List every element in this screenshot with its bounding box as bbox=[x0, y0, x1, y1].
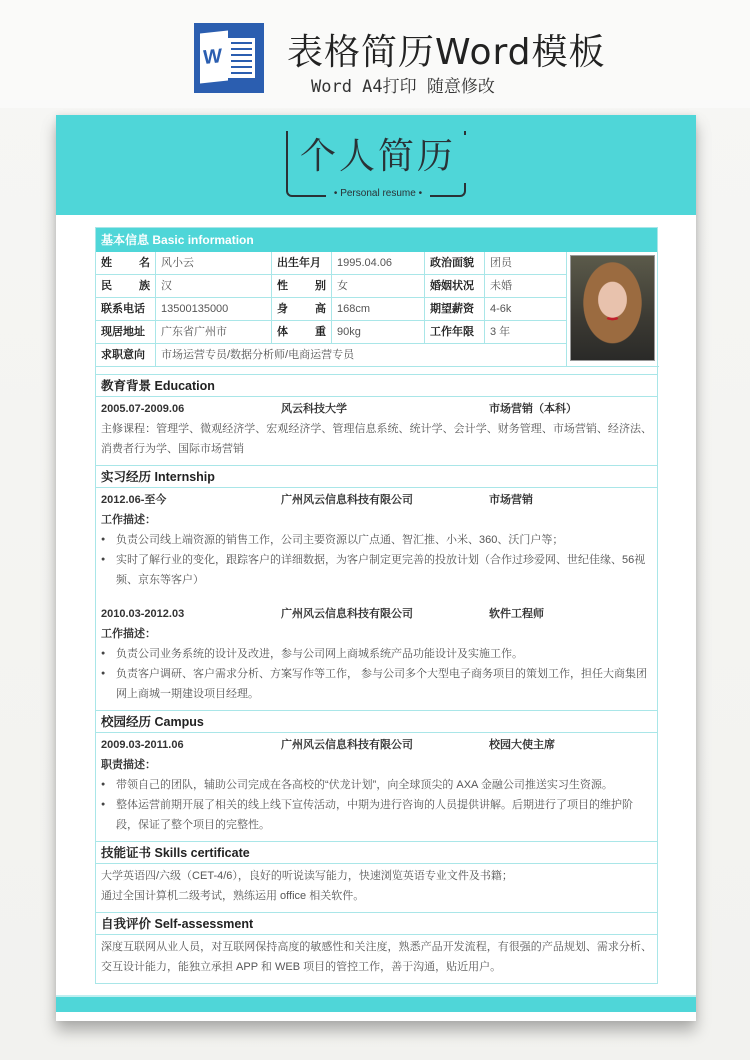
value-phone[interactable]: 13500135000 bbox=[156, 298, 272, 321]
basic-info-heading: 基本信息 Basic information bbox=[96, 228, 657, 252]
education-school[interactable]: 风云科技大学 bbox=[281, 403, 347, 415]
value-ethnicity[interactable]: 汉 bbox=[156, 275, 272, 298]
logo-title: 个人简历 bbox=[288, 135, 468, 183]
banner-subtitle: Word A4打印 随意修改 bbox=[311, 77, 495, 97]
desc-label: 工作描述： bbox=[101, 628, 156, 640]
bullet-list bbox=[101, 644, 652, 704]
word-icon bbox=[194, 23, 264, 93]
bullet-item[interactable]: ● 负责客户调研、客户需求分析、方案写作等工作， 参与公司多个大型电子商务项目的策划工作，担任大商集团网上商城一期建设项目经理。 bbox=[101, 664, 652, 704]
bullet-list bbox=[101, 775, 652, 835]
header-band bbox=[56, 115, 696, 215]
bullet-item[interactable]: ● 负责公司线上端资源的销售工作，公司主要资源以广点通、智汇推、小米、360、沃门户等； bbox=[101, 530, 652, 550]
self-assessment-heading: 自我评价 Self-assessment bbox=[96, 913, 657, 935]
logo-subtitle: • Personal resume • bbox=[326, 187, 430, 201]
spacer bbox=[96, 367, 657, 375]
bullet-item[interactable]: ● 带领自己的团队，辅助公司完成在各高校的“伏龙计划”，向全球顶尖的 AXA 金融公司推送实习生资源。 bbox=[101, 775, 652, 795]
internship-heading: 实习经历 Internship bbox=[96, 466, 657, 488]
entry-date[interactable]: 2010.03-2012.03 bbox=[101, 608, 185, 620]
label-salary: 期望薪资 bbox=[425, 298, 485, 321]
entry-role[interactable]: 市场营销 bbox=[489, 494, 533, 506]
label-height: 身 高 bbox=[272, 298, 332, 321]
desc-label: 职责描述： bbox=[101, 759, 156, 771]
skills-body bbox=[96, 864, 657, 913]
bullet-list bbox=[101, 530, 652, 590]
label-weight: 体 重 bbox=[272, 321, 332, 344]
value-address[interactable]: 广东省广州市 bbox=[156, 321, 272, 344]
profile-photo[interactable] bbox=[570, 255, 655, 361]
resume-page bbox=[56, 115, 696, 1021]
value-birth[interactable]: 1995.04.06 bbox=[332, 252, 425, 275]
label-marital: 婚姻状况 bbox=[425, 275, 485, 298]
label-political: 政治面貌 bbox=[425, 252, 485, 275]
photo-cell bbox=[567, 252, 659, 367]
basic-info-grid bbox=[96, 252, 657, 367]
entry-company[interactable]: 广州风云信息科技有限公司 bbox=[281, 739, 413, 751]
education-date[interactable]: 2005.07-2009.06 bbox=[101, 403, 185, 415]
value-intent[interactable]: 市场运营专员/数据分析师/电商运营专员 bbox=[156, 344, 567, 367]
value-political[interactable]: 团员 bbox=[485, 252, 567, 275]
entry-role[interactable]: 软件工程师 bbox=[489, 608, 544, 620]
label-name: 姓 名 bbox=[96, 252, 156, 275]
entry-company[interactable]: 广州风云信息科技有限公司 bbox=[281, 608, 413, 620]
value-name[interactable]: 风小云 bbox=[156, 252, 272, 275]
label-birth: 出生年月 bbox=[272, 252, 332, 275]
word-letter: W bbox=[203, 45, 222, 70]
label-address: 现居地址 bbox=[96, 321, 156, 344]
self-assessment-body bbox=[96, 935, 657, 983]
entry-company[interactable]: 广州风云信息科技有限公司 bbox=[281, 494, 413, 506]
entry-date[interactable]: 2012.06-至今 bbox=[101, 494, 167, 506]
label-years: 工作年限 bbox=[425, 321, 485, 344]
value-height[interactable]: 168cm bbox=[332, 298, 425, 321]
education-entry bbox=[101, 399, 652, 419]
education-major[interactable]: 市场营销（本科） bbox=[489, 403, 577, 415]
footer-band bbox=[56, 995, 696, 1012]
value-gender[interactable]: 女 bbox=[332, 275, 425, 298]
value-marital[interactable]: 未婚 bbox=[485, 275, 567, 298]
self-assessment-text[interactable]: 深度互联网从业人员，对互联网保持高度的敏感性和关注度，熟悉产品开发流程，有很强的产品规划、需求分析、交互设计能力，能独立承担 APP 和 WEB 项目的管控工作，善于沟通，贴近用户。 bbox=[101, 941, 652, 973]
desc-label: 工作描述： bbox=[101, 514, 156, 526]
internship-entry-2 bbox=[101, 604, 652, 624]
internship-entry-1 bbox=[101, 490, 652, 510]
skills-line[interactable]: 大学英语四/六级（CET-4/6），良好的听说读写能力，快速浏览英语专业文件及书籍； bbox=[101, 870, 513, 882]
entry-role[interactable]: 校园大使主席 bbox=[489, 739, 555, 751]
bullet-item[interactable]: ● 实时了解行业的变化，跟踪客户的详细数据，为客户制定更完善的投放计划（合作过珍爱网、世纪佳缘、56视频、京东等客户） bbox=[101, 550, 652, 590]
bullet-item[interactable]: ● 整体运营前期开展了相关的线上线下宣传活动，中期为进行咨询的人员提供讲解。后期进行了项目的维护阶段，保证了整个项目的完整性。 bbox=[101, 795, 652, 835]
banner-title: 表格简历Word模板 bbox=[287, 32, 606, 73]
skills-line[interactable]: 通过全国计算机二级考试，熟练运用 office 相关软件。 bbox=[101, 890, 365, 902]
campus-heading: 校园经历 Campus bbox=[96, 711, 657, 733]
education-courses[interactable]: 主修课程：管理学、微观经济学、宏观经济学、管理信息系统、统计学、会计学、财务管理、市场营销、经济法、消费者行为学、国际市场营销 bbox=[101, 423, 652, 455]
value-years[interactable]: 3 年 bbox=[485, 321, 567, 344]
resume-table bbox=[95, 227, 658, 984]
bullet-item[interactable]: ● 负责公司业务系统的设计及改进，参与公司网上商城系统产品功能设计及实施工作。 bbox=[101, 644, 652, 664]
campus-body bbox=[96, 733, 657, 842]
label-ethnicity: 民 族 bbox=[96, 275, 156, 298]
value-weight[interactable]: 90kg bbox=[332, 321, 425, 344]
label-intent: 求职意向 bbox=[96, 344, 156, 367]
label-phone: 联系电话 bbox=[96, 298, 156, 321]
entry-date[interactable]: 2009.03-2011.06 bbox=[101, 739, 184, 751]
education-body bbox=[96, 397, 657, 466]
campus-entry bbox=[101, 735, 652, 755]
education-heading: 教育背景 Education bbox=[96, 375, 657, 397]
skills-heading: 技能证书 Skills certificate bbox=[96, 842, 657, 864]
value-salary[interactable]: 4-6k bbox=[485, 298, 567, 321]
template-banner bbox=[0, 0, 750, 108]
resume-logo bbox=[286, 131, 466, 197]
label-gender: 性 别 bbox=[272, 275, 332, 298]
internship-body bbox=[96, 488, 657, 711]
